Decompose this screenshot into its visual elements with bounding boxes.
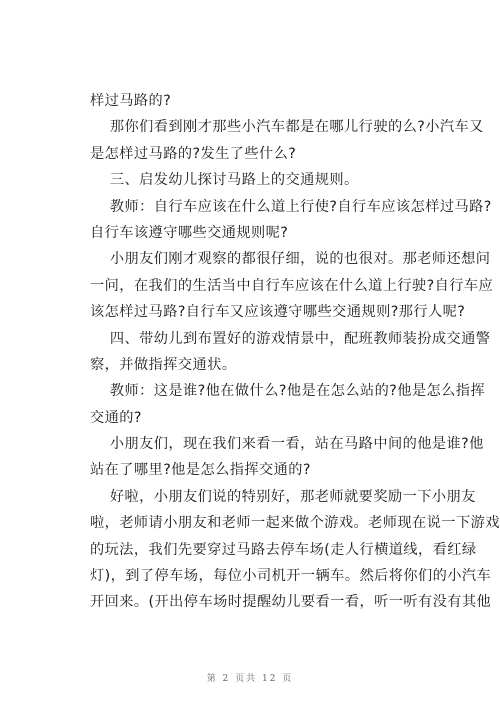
text-line: 站在了哪里?他是怎么指挥交通的? xyxy=(90,462,311,479)
text-line: 该怎样过马路?自行车又应该遵守哪些交通规则?那行人呢? xyxy=(90,304,466,321)
text-line: 自行车该遵守哪些交通规则呢? xyxy=(90,224,289,241)
text-line: 教师：这是谁?他在做什么?他是在怎么站的?他是怎么指挥 xyxy=(90,383,486,400)
text-line: 的玩法，我们先要穿过马路去停车场(走人行横道线，看红绿 xyxy=(90,541,477,558)
text-line: 四、带幼儿到布置好的游戏情景中，配班教师装扮成交通警 xyxy=(90,330,491,347)
text-line: 是怎样过马路的?发生了些什么? xyxy=(90,145,297,162)
body-text xyxy=(90,88,500,616)
text-line: 交通的? xyxy=(90,409,142,426)
text-line: 三、启发幼儿探讨马路上的交通规则。 xyxy=(90,172,359,189)
text-line: 好啦，小朋友们说的特别好，那老师就要奖励一下小朋友 xyxy=(90,488,476,505)
text-line: 那你们看到刚才那些小汽车都是在哪儿行驶的么?小汽车又 xyxy=(90,119,484,136)
text-line: 啦，老师请小朋友和老师一起来做个游戏。老师现在说一下游戏 xyxy=(90,515,500,532)
text-line: 小朋友们刚才观察的都很仔细，说的也很对。那老师还想问 xyxy=(90,251,491,268)
text-line: 教师：自行车应该在什么道上行使?自行车应该怎样过马路? xyxy=(90,198,492,215)
text-line: 察，并做指挥交通状。 xyxy=(90,356,237,373)
text-line: 一问，在我们的生活当中自行车应该在什么道上行驶?自行车应 xyxy=(90,277,494,294)
text-line: 开回来。(开出停车场时提醒幼儿要看一看，听一听有没有其他 xyxy=(90,594,492,611)
page-number: 第 2 页共 12 页 xyxy=(206,674,294,684)
text-line: 小朋友们，现在我们来看一看，站在马路中间的他是谁?他 xyxy=(90,436,484,453)
text-line: 灯)，到了停车场，每位小司机开一辆车。然后将你们的小汽车 xyxy=(90,568,492,585)
text-line: 样过马路的? xyxy=(90,93,172,109)
